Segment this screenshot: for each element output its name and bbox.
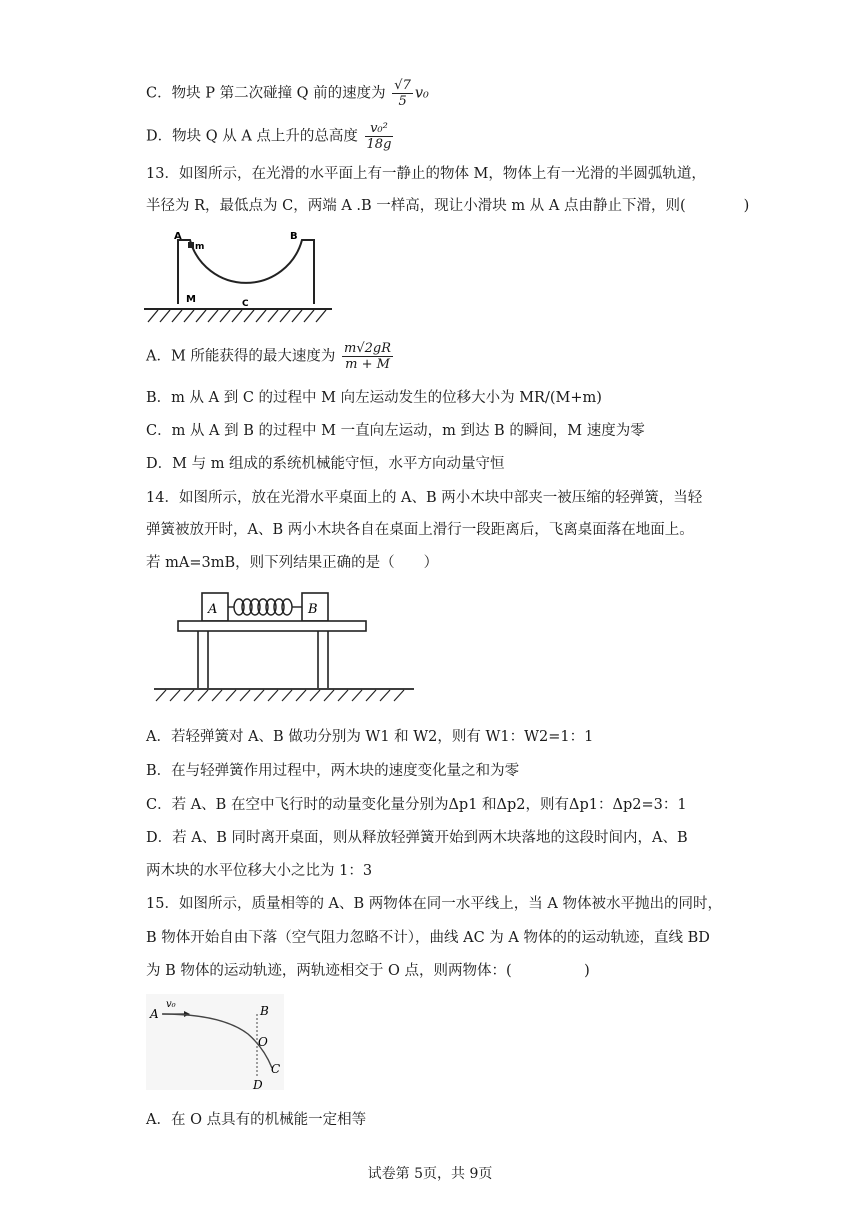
- q14-option-a: A．若轻弹簧对 A、B 做功分别为 W1 和 W2，则有 W1：W2=1：1: [146, 729, 594, 745]
- q13-label-m: m: [195, 242, 205, 252]
- q15-stem-line-2: B 物体开始自由下落（空气阻力忽略不计），曲线 AC 为 A 物体的的运动轨迹，直线 BD: [146, 930, 710, 946]
- q12-option-d-numerator: v₀²: [365, 121, 394, 137]
- q14-stem-line-2: 弹簧被放开时，A、B 两小木块各自在桌面上滑行一段距离后，飞离桌面落在地面上。: [146, 522, 694, 538]
- q15-stem-line-3: 为 B 物体的运动轨迹，两轨迹相交于 O 点，则两物体：( ): [146, 963, 590, 979]
- q13-slider-m: [188, 242, 194, 248]
- q14-option-c: C．若 A、B 在空中飞行时的动量变化量分别为Δp1 和Δp2，则有Δp1：Δp2=3：1: [146, 797, 687, 813]
- q13-label-b: B: [290, 231, 298, 242]
- q14-spring: [228, 599, 302, 615]
- q14-option-d-line-2: 两木块的水平位移大小之比为 1：3: [146, 863, 373, 879]
- q15-label-b: B: [260, 1004, 269, 1018]
- q13-option-c: C．m 从 A 到 B 的过程中 M 一直向左运动，m 到达 B 的瞬间，M 速度为零: [146, 423, 645, 439]
- q14-option-b: B．在与轻弹簧作用过程中，两木块的速度变化量之和为零: [146, 763, 520, 779]
- q13-label-c: C: [242, 299, 249, 309]
- q12-option-c-numerator: √7: [394, 78, 411, 93]
- q15-label-a: A: [150, 1007, 159, 1021]
- q12-option-d-denominator: 18g: [366, 137, 392, 152]
- q12-option-c: [146, 78, 429, 109]
- q13-option-a-fraction: [342, 341, 393, 372]
- q14-label-a: A: [208, 602, 218, 617]
- q14-ground-hatch: [156, 690, 404, 701]
- q14-stem-line-1: 14．如图所示，放在光滑水平桌面上的 A、B 两小木块中部夹一被压缩的轻弹簧，当轻: [146, 490, 703, 506]
- q13-option-b: B．m 从 A 到 C 的过程中 M 向左运动发生的位移大小为 MR/(M+m): [146, 390, 602, 406]
- q14-table-top: [178, 621, 366, 631]
- q12-option-c-denominator: 5: [398, 94, 407, 109]
- q13-figure: [144, 228, 336, 328]
- q13-option-d: D．M 与 m 组成的系统机械能守恒，水平方向动量守恒: [146, 456, 505, 472]
- q12-option-d-fraction: [365, 121, 394, 152]
- q12-option-d: [146, 121, 395, 152]
- q12-option-c-suffix: v₀: [414, 85, 429, 102]
- q14-stem-line-3: 若 mA=3mB，则下列结果正确的是（ ）: [146, 555, 439, 571]
- q13-stem-line-1: 13．如图所示，在光滑的水平面上有一静止的物体 M，物体上有一光滑的半圆弧轨道，: [146, 166, 706, 182]
- q13-stem-line-2: 半径为 R，最低点为 C，两端 A .B 一样高，现让小滑块 m 从 A 点由静止下滑，则( ): [146, 198, 750, 214]
- page-footer: 试卷第 5页，共 9页: [367, 1166, 493, 1182]
- q13-label-big-m: M: [186, 294, 196, 305]
- q15-stem-line-1: 15．如图所示，质量相等的 A、B 两物体在同一水平线上，当 A 物体被水平抛出的同时，: [146, 896, 722, 912]
- q13-option-a-numerator: m√2gR: [344, 341, 392, 356]
- q15-label-c: C: [271, 1062, 281, 1076]
- q15-figure: [146, 994, 288, 1092]
- q14-figure: [150, 588, 420, 706]
- q15-label-v0: v₀: [166, 999, 176, 1010]
- q13-ground-hatch: [148, 310, 326, 322]
- q13-label-a: A: [174, 231, 182, 242]
- q15-label-d: D: [253, 1078, 263, 1092]
- q13-option-a: [146, 341, 395, 372]
- q12-option-c-fraction: [392, 78, 413, 109]
- q12-option-c-text: C．物块 P 第二次碰撞 Q 前的速度为: [146, 85, 386, 102]
- q14-option-d-line-1: D．若 A、B 同时离开桌面，则从释放轻弹簧开始到两木块落地的这段时间内，A、B: [146, 830, 688, 846]
- q14-label-b: B: [308, 602, 318, 617]
- q15-option-a: A．在 O 点具有的机械能一定相等: [146, 1112, 367, 1128]
- q12-option-d-text: D．物块 Q 从 A 点上升的总高度: [146, 128, 358, 145]
- q15-label-o: O: [258, 1035, 268, 1049]
- q13-option-a-text: A．M 所能获得的最大速度为: [146, 348, 336, 365]
- q13-option-a-denominator: m + M: [345, 357, 390, 372]
